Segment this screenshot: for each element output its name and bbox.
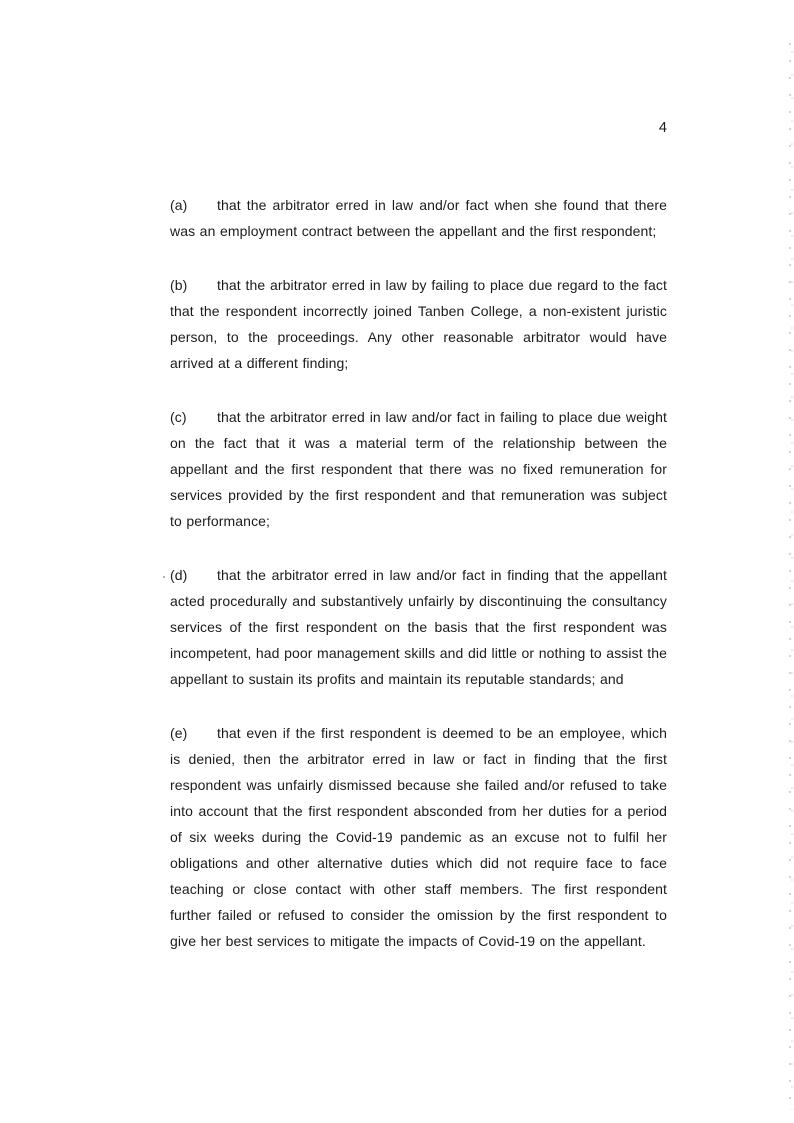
- paragraph-a-text: that the arbitrator erred in law and/or fact when she found that there was an employment contract between the appellant and the first respondent;: [170, 197, 667, 239]
- paragraph-d-label: (d): [170, 567, 188, 583]
- paragraph-b-text: that the arbitrator erred in law by failing to place due regard to the fact that the respondent incorrectly joined Tanben College, a non-existent juristic person, to the proceedings. Any other reasonable arbitrator would have arrived at a different finding;: [170, 277, 667, 371]
- paragraph-b-label: (b): [170, 277, 188, 293]
- page-number: 4: [658, 120, 667, 136]
- paragraph-c-label: (c): [170, 409, 187, 425]
- paragraph-e: [170, 720, 667, 954]
- paragraph-d: [170, 562, 667, 692]
- paragraph-e-text: that even if the first respondent is deemed to be an employee, which is denied, then the arbitrator erred in law or fact in finding that the first respondent was unfairly dismissed because she failed and/or refused to take into account that the first respondent absconded from her duties for a period of six weeks during the Covid-19 pandemic as an excuse not to fulfil her obligations and other alternative duties which did not require face to face teaching or close contact with other staff members. The first respondent further failed or refused to consider the omission by the first respondent to give her best services to mitigate the impacts of Covid-19 on the appellant.: [170, 725, 667, 949]
- paragraph-a: [170, 192, 667, 244]
- paragraph-b: [170, 272, 667, 376]
- scan-noise-right-edge: [788, 40, 793, 1110]
- body-text: [170, 192, 667, 954]
- paragraph-e-label: (e): [170, 725, 188, 741]
- paragraph-a-label: (a): [170, 197, 188, 213]
- paragraph-c: [170, 404, 667, 534]
- paragraph-d-text: that the arbitrator erred in law and/or fact in finding that the appellant acted procedurally and substantively unfairly by discontinuing the consultancy services of the first respondent on the basis that the first respondent was incompetent, had poor management skills and did little or nothing to assist the appellant to sustain its profits and maintain its reputable standards; and: [170, 567, 667, 687]
- ink-speck: [163, 576, 165, 578]
- paragraph-c-text: that the arbitrator erred in law and/or fact in failing to place due weight on the fact that it was a material term of the relationship between the appellant and the first respondent that there was no fixed remuneration for services provided by the first respondent and that remuneration was subject to performance;: [170, 409, 667, 529]
